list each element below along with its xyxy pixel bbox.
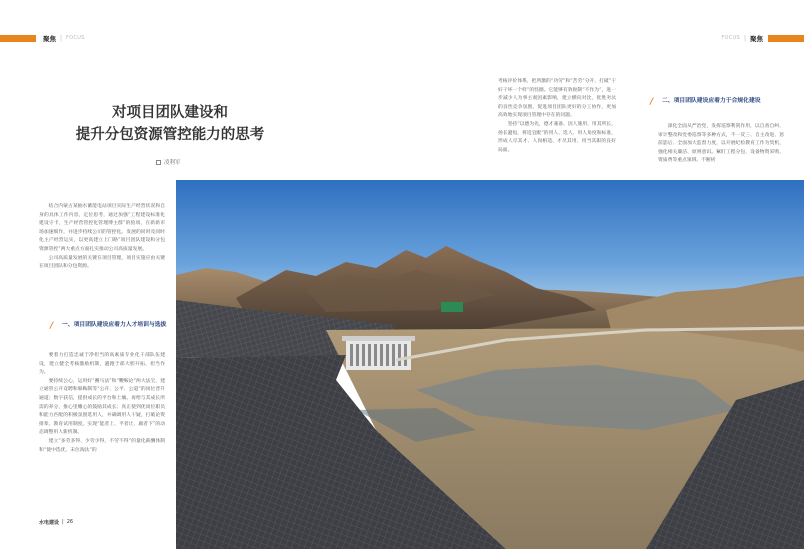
photo-text-mask xyxy=(0,0,176,549)
right-column-2 xyxy=(658,123,784,166)
paragraph: 要着力打造忠诚于净担当的高素质专业化干部队伍建设，建立健全考核激励机制，避跑于部大胆开拓、担当作为。 xyxy=(39,353,165,376)
title-line-1: 对项目团队建设和 xyxy=(112,104,228,121)
right-column-1 xyxy=(498,78,616,155)
header-accent-bar xyxy=(768,35,804,42)
section-label-en: FOCUS xyxy=(66,35,85,41)
header-separator: | xyxy=(743,34,746,42)
header-separator: | xyxy=(60,34,63,42)
paragraph: 深化全面从严治党，发挥巡察利剑作用，以自查自纠、审计整改和党委巡察等多种方式，不一反三、自主改进、惩前毖后、全面加大监督力度，以开展纪检教育工作为契机，强化相关廉洁、原则意识。紧盯工程分包、设备物资采购、资质费等重点领域、不断析 xyxy=(658,124,784,164)
photo-illustration xyxy=(176,180,804,549)
heading-text: 二、项目团队建设应着力于合规化建设 xyxy=(662,98,761,104)
paragraph: 要持续公心，运用好“賽马法”和“鞭鞍论”两大法宝，建立通管公开竞聘和躲鞍制等“公开、公平、公道”的岗位晋升通道；数字获信，提供成长的平台和土壤。再给与其成长所需的养分，推心里嫩心的鼓励其成长；真正使到优岗位职员和能力匹配的积极氛围选用人，并确调用人干疑，打破论资排辈，教育试用制度。实现“能者上、平者让、庸者下”的动态调整用人新机制。 xyxy=(39,378,165,436)
paragraph: 公司高质量发展的关键在项目管理，项目实施应由关键在项目团队和分包资源。 xyxy=(39,255,165,270)
footer-separator: | xyxy=(62,519,64,525)
paragraph: 建立“多劳多得、少劳少得，不劳不得”的量化薪酬体制和“使中选优、末位淘汰”的 xyxy=(39,438,165,453)
dam-reservoir-photo xyxy=(176,180,804,549)
heading-slash-icon: / xyxy=(650,97,654,107)
magazine-name: 水电建设 xyxy=(39,520,60,526)
section-label-en: FOCUS xyxy=(721,35,740,41)
section-heading-2 xyxy=(650,97,770,107)
paragraph: 坚持“以德为先，德才兼备、因人施用、用其所长，扬长避短，将适宜配”的用人、选人、用人角度和标准，形成人尽其才、人岗相适、才尽其用、用当其职的良好局面。 xyxy=(498,121,616,153)
title-line-2: 提升分包资源管控能力的思考 xyxy=(75,126,265,143)
heading-slash-icon: / xyxy=(50,321,54,331)
heading-text: 一、项目团队建设应着力人才培训与选拔 xyxy=(62,322,167,328)
paragraph: 考核评价体系，把所激的“功劳”和“苦劳”分开，打破“干好干坏一个样”的怪圈。它能够有效扼制“不作为”，进一步减少人为事主观因素影响，建立横向对比，优胜劣汰的良性竞争氛围，促进项目团队更好的分工协作，更加高效地实现项目管理中存在的问题。 xyxy=(498,79,616,119)
paragraph: 结合内蒙古某抽水蓄能电站项目实际生产经营状况和自身的具体工作内容，定位思考，通过加强“工程建设标准化建设守卡，生产经营管控化管理博主群”的验项，在新新市场加速细作，并进步持续公司的管控化。发展的同时及同时化主产经营运实，以更高建立上门路“项目团队建设和分包资源管控”两大重点方面扎实推动公司高质量发展。 xyxy=(39,204,165,252)
section-label: 聚焦 xyxy=(750,34,763,43)
section-label: 聚焦 xyxy=(43,34,56,43)
author-name: 凌利军 xyxy=(164,160,181,166)
right-header xyxy=(721,34,804,42)
page-number: 26 xyxy=(66,519,74,525)
